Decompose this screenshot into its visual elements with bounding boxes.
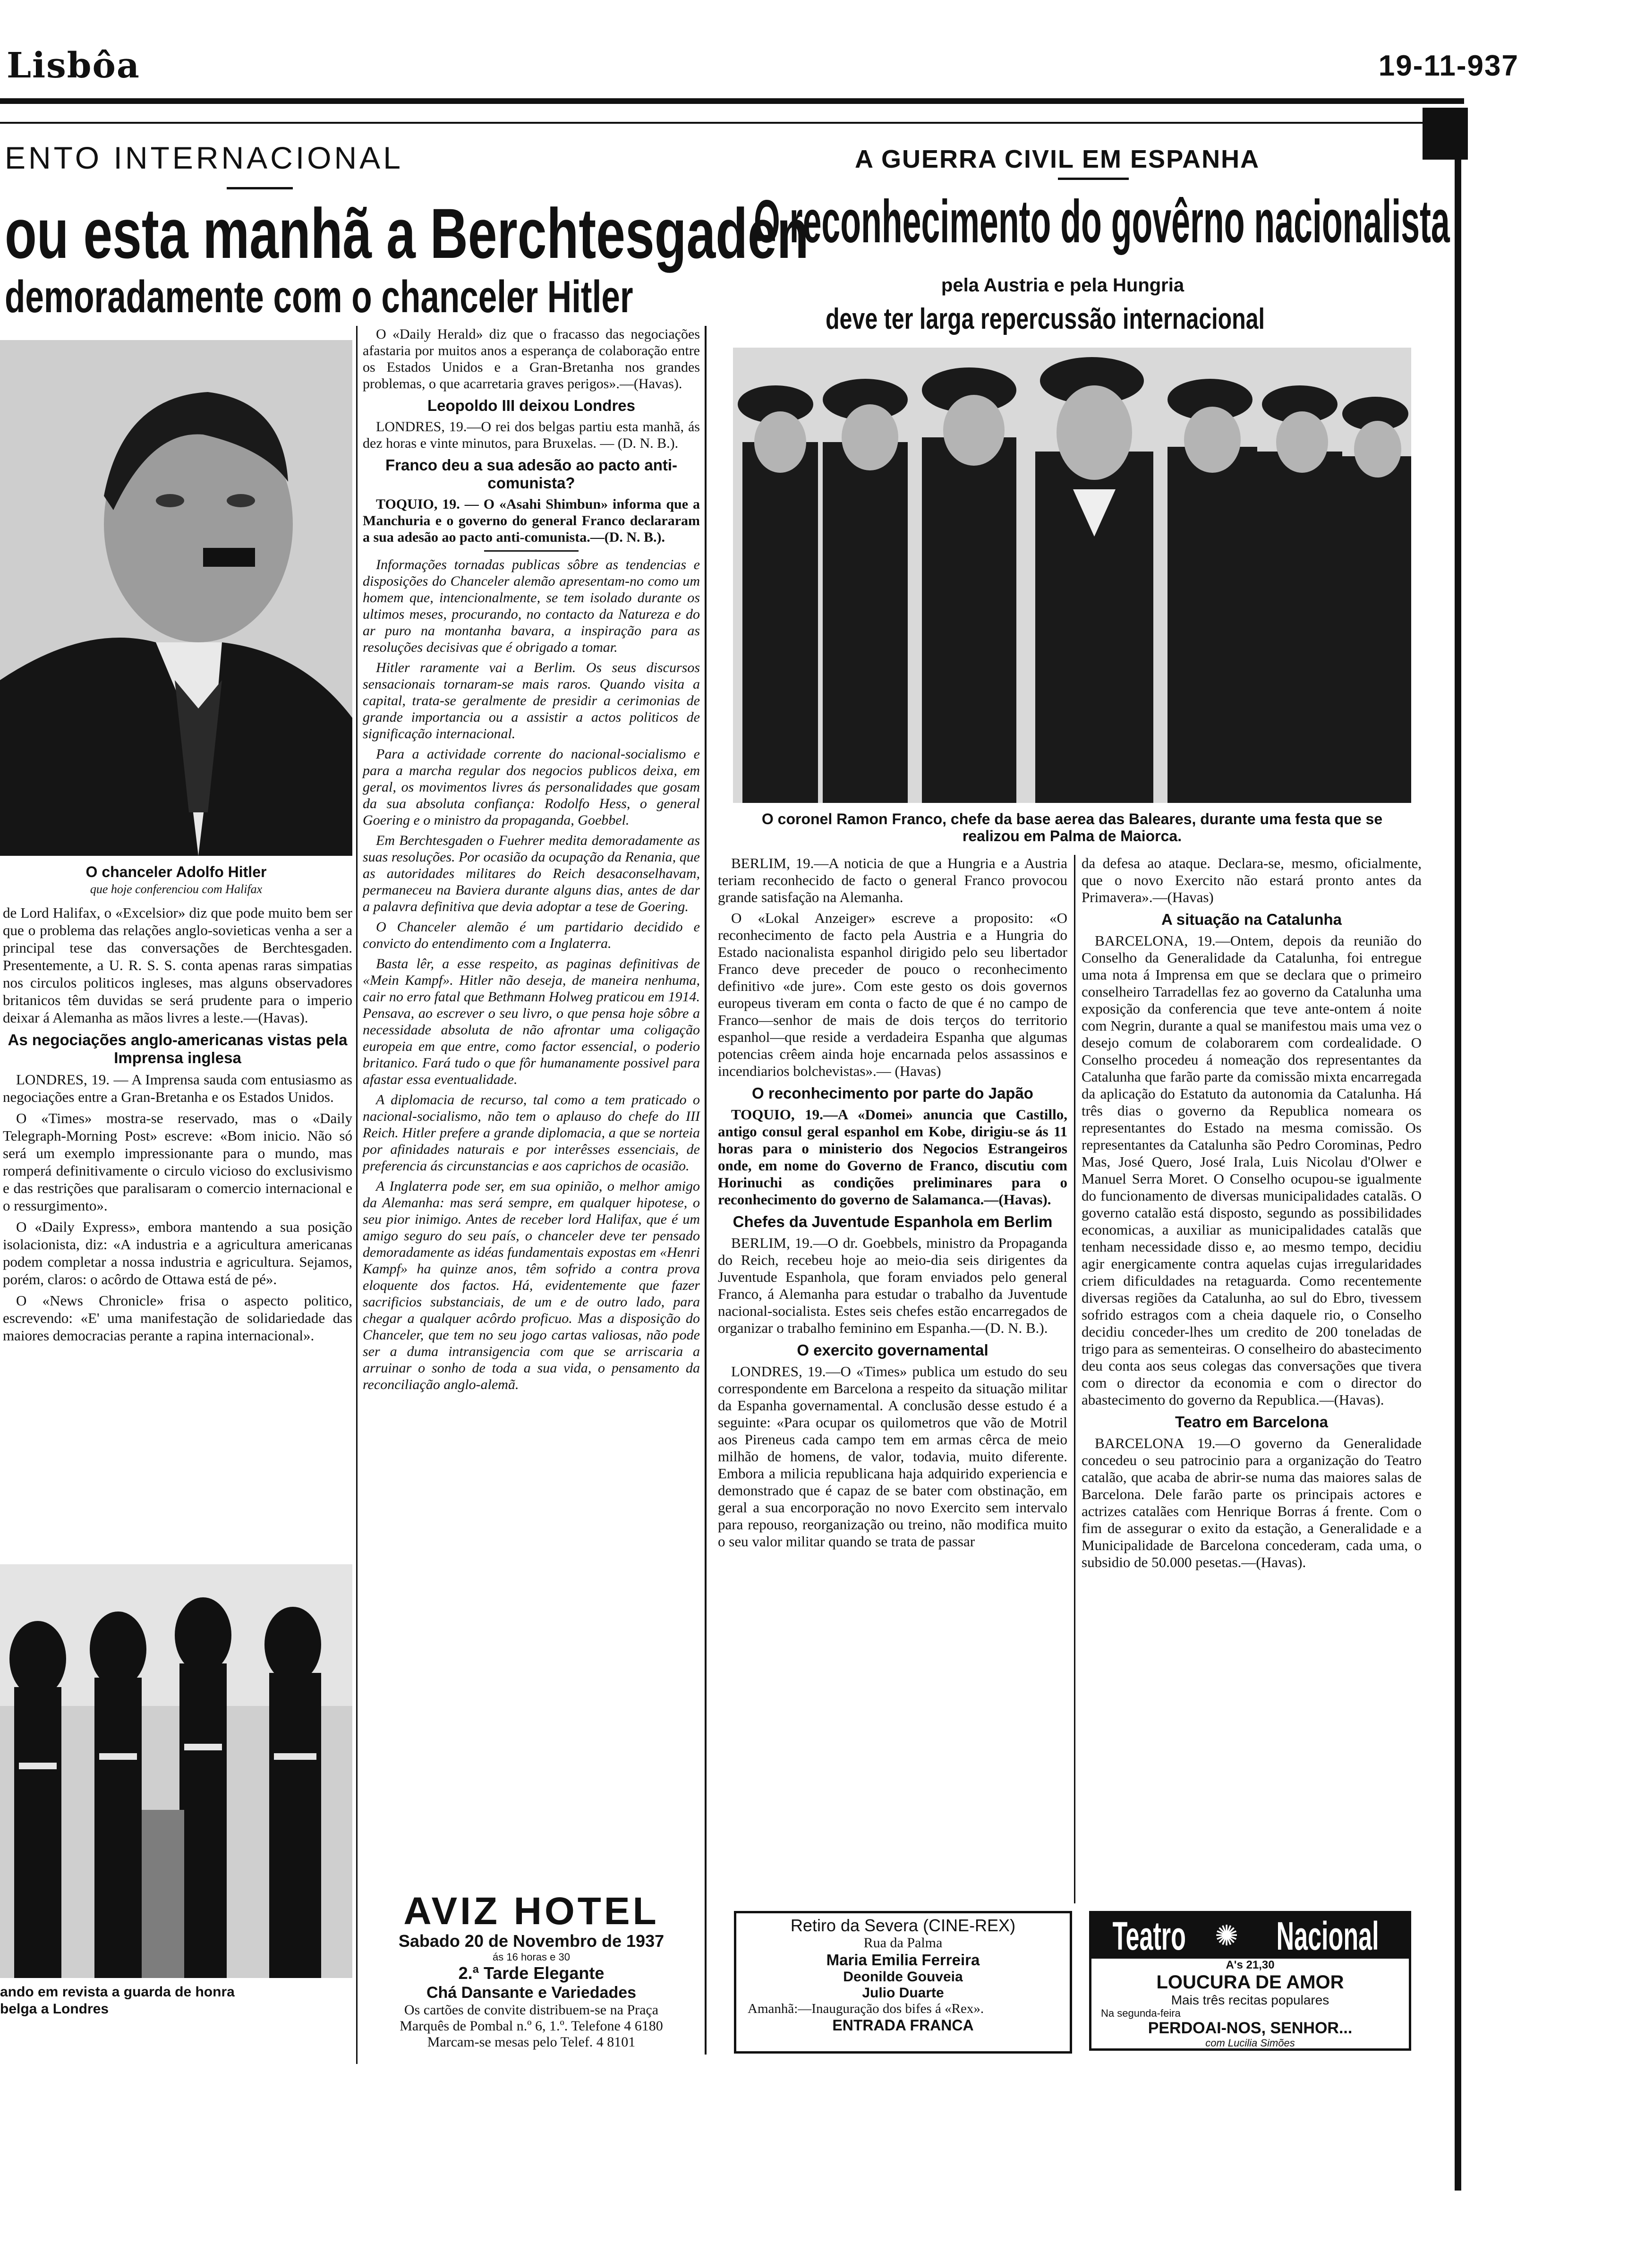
article-paragraph: Informações tornadas publicas sôbre as tendencias e disposições do Chanceler alemão apresentam-no como um homem que, intencionalmente, se tem isolado durante os ultimos meses, procurando, no contacto da Natureza e do ar puro na montanha bavara, a inspiração para as resoluções decisivas que é obrigado a tomar. (363, 557, 700, 655)
ad-line: ENTRADA FRANCA (832, 2017, 974, 2034)
article-paragraph: LONDRES, 19. — A Imprensa sauda com entusiasmo as negociações entre a Gran-Bretanha e os Estados Unidos. (3, 1071, 352, 1105)
article-paragraph: TOQUIO, 19.—A «Domei» anuncia que Castillo, antigo consul geral espanhol em Kobe, dirigiu-se ás 11 horas para o ministerio dos Negocios Estrangeiros onde, em nome do Governo de Franco, discutiu com Horinuchi as condições preliminares para o reconhecimento do governo de Salamanca.—(Havas). (718, 1106, 1067, 1208)
ad-line: Na segunda-feira (1101, 2007, 1181, 2019)
ad-line: Deonilde Gouveia (843, 1969, 963, 1985)
left-subheadline: demoradamente com o chanceler Hitler (5, 272, 633, 322)
ad-line: LOUCURA DE AMOR (1156, 1972, 1344, 1993)
ad-line: Maria Emilia Ferreira (826, 1951, 980, 1969)
left-column-1 (3, 904, 352, 1348)
subheading: A situação na Catalunha (1161, 911, 1342, 928)
article-paragraph: BERLIM, 19.—O dr. Goebbels, ministro da Propaganda do Reich, recebeu hoje ao meio-dia seis dirigentes da Juventude Espanhola, que foram enviados pelo general Franco, á Alemanha para estudar o trabalho da Juventude nacional-socialista. Estes seis chefes estão encarregados de organizar o trabalho feminino em Espanha.—(D. N. B.). (718, 1235, 1067, 1336)
ad-line: Marcam-se mesas pelo Telef. 4 8101 (427, 2034, 636, 2050)
article-paragraph: O «Daily Herald» diz que o fracasso das negociações afastaria por muitos anos a esperança de colaboração entre os Estados Unidos e a Gran-Bretanha nos grandes problemas, o que acarretaria graves perigos».—(Havas). (363, 326, 700, 392)
article-paragraph: de Lord Halifax, o «Excelsior» diz que pode muito bem ser que o problema das relações anglo-sovieticas venha a ser a principal tese das conversações de Berchtesgaden. Presentemente, a U. R. S. S. conta apenas raras simpatias nos circulos politicos ingleses, mas alguns observadores britanicos têm duvidas se será prudente para o imperio deixar á Alemanha as mãos livres a leste.—(Havas). (3, 904, 352, 1026)
article-paragraph: TOQUIO, 19. — O «Asahi Shimbun» informa que a Manchuria e o governo do general Franco declararam a sua adesão ao pacto anti-comunista.—(D. N. B.). (363, 496, 700, 545)
ad-line: com Lucilia Simões (1205, 2037, 1295, 2049)
caption-line: ando em revista a guarda de honra (0, 1984, 235, 2000)
masthead-rule (0, 98, 1464, 104)
column-rule (356, 326, 358, 2064)
masthead-rule-thin (0, 122, 1464, 124)
ad-line: A's 21,30 (1226, 1959, 1275, 1971)
franco-photo-caption: O coronel Ramon Franco, chefe da base aerea das Baleares, durante uma festa que se realizou em Palma de Maiorca. (761, 810, 1383, 844)
subheading: O reconhecimento por parte do Japão (752, 1084, 1033, 1102)
ad-line: Retiro da Severa (CINE-REX) (790, 1916, 1016, 1935)
hitler-photo (0, 340, 352, 856)
caption-line: belga a Londres (0, 2001, 109, 2017)
right-edge-block (1423, 108, 1468, 160)
article-paragraph: O «Times» mostra-se reservado, mas o «Daily Telegraph-Morning Post» escreve: «Bom inicio. Não só será um exemplo impressionante para o mundo, mas romperá definitivamente o circulo vicioso do exclusivismo e das restrições que paralisaram o comercio internacional e o ressurgimento». (3, 1110, 352, 1214)
ad-line: Julio Duarte (862, 1985, 944, 2001)
right-band-underline (1058, 178, 1129, 180)
guard-of-honour-photo (0, 1564, 352, 1978)
article-paragraph: BERLIM, 19.—A noticia de que a Hungria e a Austria teriam reconhecido de facto o general Franco provocou grande satisfação na Alemanha. (718, 855, 1067, 905)
guard-photo-caption (0, 1984, 352, 2018)
ad-line: Chá Dansante e Variedades (426, 1984, 637, 2002)
divider (484, 550, 579, 552)
article-paragraph: Para a actividade corrente do nacional-socialismo e para a marcha regular dos negocios publicos deixa, em geral, os movimentos livres ás personalidades que gosam da sua absoluta confiança: Rodolfo Hess, o general Goering e o ministro da propaganda, Goebbel. (363, 746, 700, 828)
masthead-date: 19-11-937 (1378, 50, 1519, 82)
ad-title-row (1091, 1913, 1409, 1959)
left-headline: ou esta manhã a Berchtesgaden (5, 194, 809, 273)
article-paragraph: A Inglaterra pode ser, em sua opinião, o melhor amigo da Alemanha: mas será sempre, em qualquer hipotese, o seu pior inimigo. Antes de receber lord Halifax, que é um amigo seguro do seu país, o chanceler deve ter pensado demoradamente as idéas fundamentais expostas em «Henri Kampf» ha quinze anos, têm sofrido a contra prova eloquente dos factos. Há, evidentemente que fazer sacrificios substanciais, de um e de outro lado, para chegar a qualquer acôrdo proficuo. Mas a disposição do Chanceler, que tem no seu jogo cartas valiosas, não pode ser a duma intransigencia com que se arriscaria a arruinar o sonho de toda a sua vida, o pensamento da reconciliação anglo-alemã. (363, 1178, 700, 1392)
right-column-a (718, 855, 1067, 1554)
left-column-2 (363, 326, 700, 1397)
retiro-da-severa-ad (734, 1911, 1072, 2054)
ad-line: Os cartões de convite distribuem-se na Praça Marquês de Pombal n.º 6, 1.º. Telefone 4 6180 (400, 2002, 663, 2034)
teatro-nacional-ad (1089, 1911, 1411, 2051)
article-paragraph: LONDRES, 19.—O rei dos belgas partiu esta manhã, ás dez horas e vinte minutos, para Bruxelas. — (D. N. B.). (363, 419, 700, 451)
article-paragraph: Hitler raramente vai a Berlim. Os seus discursos sensacionais tornaram-se mais raros. Quando visita a capital, trata-se geralmente de presidir a cerimonias de grande importancia ou a assistir a actos politicos de significação internacional. (363, 660, 700, 742)
article-paragraph: Basta lêr, a esse respeito, as paginas definitivas de «Mein Kampf». Hitler não deseja, de maneira nenhuma, cair no erro fatal que Bethmann Holweg praticou em 1914. Pensava, ao escrever o seu livro, o que pensa hoje sôbre a necessidade absoluta de não afrontar uma coligação europeia em que entre, como factor essencial, o poderio britanico. Fará tudo o que fôr humanamente possivel para afastar essa eventualidade. (363, 956, 700, 1087)
article-paragraph: LONDRES, 19.—O «Times» publica um estudo do seu correspondente em Barcelona a respeito da situação militar da Espanha governamental. A conclusão desse estudo é a seguinte: «Para ocupar os quilometros que vão de Motril aos Pireneus cada campo tem em armas cêrca de meio milhão de homens, de valor, todavia, muito diferente. Embora a milicia republicana haja adquirido experiencia e demonstrado que é capaz de se bater com obstinação, em geral a sua encorporação no novo Exercito sem intervalo para repouso, reorganização ou treino, não modifica muito o seu valor militar quando se trata de passar (718, 1363, 1067, 1550)
ad-line: PERDOAI-NOS, SENHOR... (1148, 2019, 1353, 2037)
right-section-band: A GUERRA CIVIL EM ESPANHA (855, 145, 1260, 173)
left-band-underline (227, 187, 293, 189)
ad-title-left: Teatro (1112, 1913, 1186, 1958)
subheading: Franco deu a sua adesão ao pacto anti-comunista? (385, 456, 677, 492)
analysis-block (363, 556, 700, 1393)
ad-line: Sabado 20 de Novembro de 1937 (398, 1931, 665, 1951)
right-deck-2: deve ter larga repercussão internacional (826, 303, 1265, 335)
right-headline: O reconhecimento do govêrno nacionalista (754, 188, 1450, 256)
article-paragraph: A diplomacia de recurso, tal como a tem praticado o nacional-socialismo, não tem o aplauso do chefe do III Reich. Hitler prefere a grande diplomacia, a que se norteia por afinidades naturais e por interêsses essenciais, de preferencia ás circunstancias e aos caprichos de ocasião. (363, 1092, 700, 1174)
column-rule (1074, 855, 1075, 1903)
article-paragraph: O Chanceler alemão é um partidario decidido e convicto do entendimento com a Inglaterra. (363, 919, 700, 951)
hitler-photo-subcaption: que hoje conferenciou com Halifax (90, 882, 263, 896)
column-rule (705, 326, 707, 2055)
subheading: Leopoldo III deixou Londres (427, 397, 635, 414)
article-paragraph: O «News Chronicle» frisa o aspecto politico, escrevendo: «E' uma manifestação de solidariedade das maiores democracias perante a rapina internacional». (3, 1292, 352, 1344)
subheading: As negociações anglo-americanas vistas pela Imprensa inglesa (8, 1031, 348, 1066)
ad-line: 2.ª Tarde Elegante (458, 1963, 605, 1983)
right-deck-1: pela Austria e pela Hungria (941, 275, 1184, 296)
masthead-city: Lisbôa (7, 45, 140, 86)
article-paragraph: da defesa ao ataque. Declara-se, mesmo, oficialmente, que o novo Exercito não estará pronto antes da Primavera».—(Havas) (1082, 855, 1422, 905)
ad-line: Rua da Palma (863, 1935, 943, 1951)
article-paragraph: BARCELONA 19.—O governo da Generalidade concedeu o seu patrocinio para a organização do Teatro catalão, que acaba de abrir-se numa das maiores salas de Barcelona. Dele farão parte os principais actores e actrizes catalães com Henrique Borras á frente. Com o fim de assegurar o exito da estação, a Generalidade e a Municipalidade de Barcelona concederam, cada uma, o subsidio de 50.000 pesetas.—(Havas). (1082, 1435, 1422, 1570)
subheading: Chefes da Juventude Espanhola em Berlim (733, 1213, 1053, 1230)
left-section-band: ENTO INTERNACIONAL (5, 140, 403, 175)
ad-line: ás 16 horas e 30 (493, 1951, 570, 1963)
article-paragraph: O «Lokal Anzeiger» escreve a proposito: «O reconhecimento de facto pela Austria e a Hungria do Estado nacionalista espanhol dirigido pelo seu libertador Franco deve preceder de pouco o reconhecimento definitivo «de jure». Com este gesto os dois governos europeus tiveram em conta o facto de que é no campo de Franco—senhor de mais de dois terços do territorio espanhol—que reside a verdadeira Espanha que algumas potencias crêem ainda hoje encarnada pelos assassinos e incendiarios bolchevistas».— (Havas) (718, 910, 1067, 1079)
article-paragraph: Em Berchtesgaden o Fuehrer medita demoradamente as suas resoluções. Por ocasião da ocupação da Renania, que as autoridades militares do Reich desaconselhavam, permaneceu na Baviera durante alguns dias, antes de dar a palavra definitiva que devia adoptar a tese de Goering. (363, 833, 700, 914)
subheading: Teatro em Barcelona (1175, 1413, 1328, 1431)
subheading: O exercito governamental (797, 1341, 988, 1359)
aviz-hotel-ad (363, 1892, 700, 2050)
right-column-b (1082, 855, 1422, 1575)
article-paragraph: BARCELONA, 19.—Ontem, depois da reunião do Conselho da Generalidade da Catalunha, foi entregue uma nota á Imprensa em que se declara que o primeiro conselheiro Tarradellas fez ao governo da Catalunha uma exposição da conferencia que teve ante-ontem á noite com Negrin, durante a qual se manifestou mais uma vez o desejo comum de colaborarem com cordealidade. O Conselho procedeu á nomeação dos representantes da Catalunha que farão parte da comissão mixta encarregada da aplicação do Estatuto da autonomia da Catalunha. Há três dias o governo da Republica nomeara os representantes do Estado na mesma comissão. Os representantes da Catalunha são Pedro Corominas, Pedro Mas, José Quero, José Irala, Luis Nicolau d'Olwer e Manuel Serra Moret. O Conselho ocupou-se igualmente do funcionamento de diversas municipalidades catalãs. O governo catalão está disposto, segundo as possibilidades economicas, a auxiliar as municipalidades catalãs que tenham necessidade disso e, ao mesmo tempo, decidiu agir energicamente contra aquelas cujas irregularidades criem dificuldades na retaguarda. Como recentemente diversas regiões da Catalunha, ao sul do Ebro, tivessem sofrido estragos com a cheia daquele rio, o Conselho decidiu conceder-lhes um credito de 200 toneladas de trigo para as sementeiras. O conselheiro do abastecimento deu conta aos seus colegas das conversações que tivera com o director da economia e com o director do abastecimento do governo da Republica.—(Havas). (1082, 932, 1422, 1408)
franco-photo (733, 348, 1411, 803)
hitler-photo-caption: O chanceler Adolfo Hitler (85, 863, 267, 880)
ad-line: Amanhã:—Inauguração dos bifes á «Rex». (748, 2001, 984, 2016)
laurel-icon: ✺ (1215, 1920, 1239, 1952)
ad-title-right: Nacional (1276, 1913, 1379, 1958)
ad-title: AVIZ HOTEL (403, 1890, 659, 1933)
article-paragraph: O «Daily Express», embora mantendo a sua posição isolacionista, diz: «A industria e a agricultura americanas podem completar a nossa industria e agricultura. Sejamos, porém, claros: o acôrdo de Ottawa está de pé». (3, 1219, 352, 1287)
right-edge-line (1455, 160, 1461, 2191)
ad-line: Mais três recitas populares (1171, 1993, 1329, 2007)
